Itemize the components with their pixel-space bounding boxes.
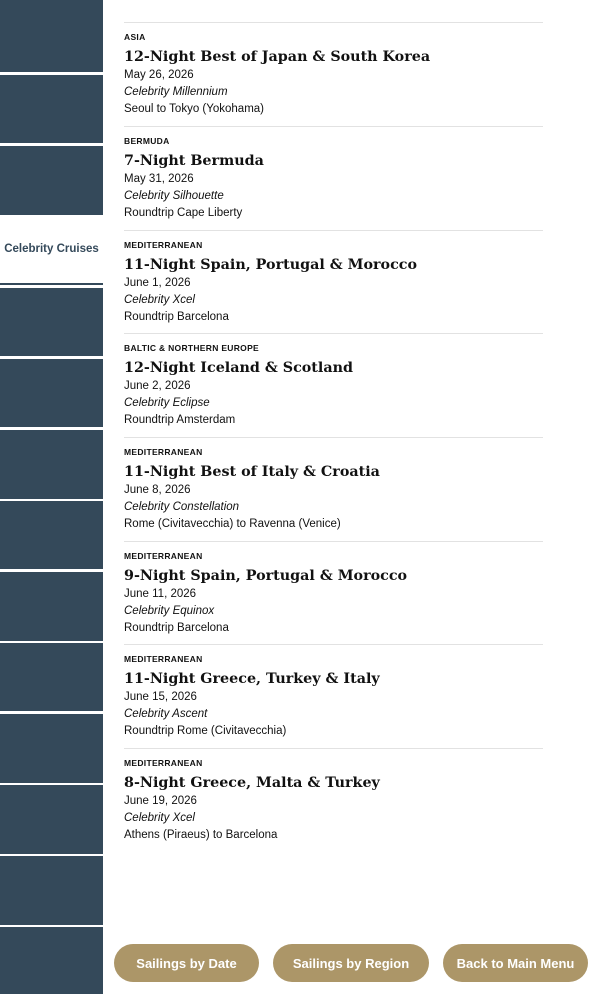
- sailing-ship: Celebrity Silhouette: [124, 190, 224, 202]
- sailing-item[interactable]: [124, 126, 543, 222]
- sailing-ship: Celebrity Eclipse: [124, 397, 210, 409]
- sailing-item[interactable]: [124, 644, 543, 740]
- sidebar-tab[interactable]: [0, 430, 103, 499]
- sailing-ship: Celebrity Ascent: [124, 708, 208, 720]
- sailing-region: BALTIC & NORTHERN EUROPE: [124, 343, 260, 353]
- sailing-region: BERMUDA: [124, 136, 170, 146]
- sailing-region: MEDITERRANEAN: [124, 654, 203, 664]
- sailing-ship: Celebrity Xcel: [124, 294, 195, 306]
- sailing-route: Athens (Piraeus) to Barcelona: [124, 829, 278, 841]
- sailing-title[interactable]: 12-Night Iceland & Scotland: [124, 360, 353, 376]
- sidebar-tab[interactable]: [0, 359, 103, 427]
- sidebar-tab[interactable]: [0, 572, 103, 641]
- sailing-date: May 26, 2026: [124, 69, 194, 81]
- sidebar-tab[interactable]: [0, 714, 103, 783]
- sidebar-tab-label: Celebrity Cruises: [4, 242, 99, 255]
- sailing-route: Roundtrip Rome (Civitavecchia): [124, 725, 287, 737]
- sidebar-tab[interactable]: [0, 288, 103, 356]
- sailing-title[interactable]: 12-Night Best of Japan & South Korea: [124, 49, 431, 65]
- sailing-ship: Celebrity Millennium: [124, 86, 228, 98]
- sailing-date: May 31, 2026: [124, 173, 194, 185]
- sailing-route: Seoul to Tokyo (Yokohama): [124, 103, 265, 115]
- sailing-item[interactable]: [124, 541, 543, 637]
- sidebar-tab[interactable]: [0, 927, 103, 994]
- sailing-date: June 1, 2026: [124, 277, 191, 289]
- sailing-date: June 15, 2026: [124, 691, 197, 703]
- sailing-date: June 2, 2026: [124, 380, 191, 392]
- sailing-title[interactable]: 11-Night Best of Italy & Croatia: [124, 464, 380, 480]
- sidebar: [0, 0, 103, 994]
- sailing-date: June 11, 2026: [124, 588, 197, 600]
- sailing-item[interactable]: [124, 748, 543, 844]
- sailing-region: MEDITERRANEAN: [124, 447, 203, 457]
- sidebar-tab[interactable]: [0, 146, 103, 215]
- sailing-title[interactable]: 11-Night Spain, Portugal & Morocco: [124, 257, 418, 273]
- sailing-title[interactable]: 7-Night Bermuda: [124, 153, 264, 169]
- sailing-ship: Celebrity Equinox: [124, 605, 215, 617]
- sailing-title[interactable]: 8-Night Greece, Malta & Turkey: [124, 775, 380, 791]
- sailing-title[interactable]: 9-Night Spain, Portugal & Morocco: [124, 568, 408, 584]
- sailing-item[interactable]: [124, 333, 543, 429]
- sailing-item[interactable]: [124, 230, 543, 326]
- sailing-ship: Celebrity Constellation: [124, 501, 240, 513]
- sailing-ship: Celebrity Xcel: [124, 812, 195, 824]
- sailing-route: Roundtrip Barcelona: [124, 311, 229, 323]
- sailing-region: ASIA: [124, 32, 146, 42]
- sidebar-tab[interactable]: [0, 75, 103, 143]
- sailing-item[interactable]: [124, 437, 543, 533]
- sidebar-tab-celebrity-cruises[interactable]: [0, 215, 103, 283]
- sailings-by-region-button[interactable]: Sailings by Region: [273, 944, 429, 982]
- footer-nav: [103, 944, 600, 982]
- sailing-item[interactable]: [124, 22, 543, 118]
- sailing-route: Roundtrip Cape Liberty: [124, 207, 243, 219]
- sidebar-tab[interactable]: [0, 785, 103, 854]
- sailing-date: June 8, 2026: [124, 484, 191, 496]
- sidebar-tab[interactable]: [0, 643, 103, 711]
- sailing-title[interactable]: 11-Night Greece, Turkey & Italy: [124, 671, 380, 687]
- sailing-route: Roundtrip Amsterdam: [124, 414, 236, 426]
- sidebar-tab[interactable]: [0, 0, 103, 72]
- sidebar-tab[interactable]: [0, 501, 103, 569]
- sailing-region: MEDITERRANEAN: [124, 758, 203, 768]
- sailing-date: June 19, 2026: [124, 795, 197, 807]
- sidebar-tab[interactable]: [0, 856, 103, 925]
- back-to-main-menu-button[interactable]: Back to Main Menu: [443, 944, 588, 982]
- sailing-region: MEDITERRANEAN: [124, 240, 203, 250]
- sailing-route: Rome (Civitavecchia) to Ravenna (Venice): [124, 518, 341, 530]
- active-tab-rule: [0, 283, 103, 285]
- sailing-region: MEDITERRANEAN: [124, 551, 203, 561]
- sailings-by-date-button[interactable]: Sailings by Date: [114, 944, 259, 982]
- sailing-route: Roundtrip Barcelona: [124, 622, 229, 634]
